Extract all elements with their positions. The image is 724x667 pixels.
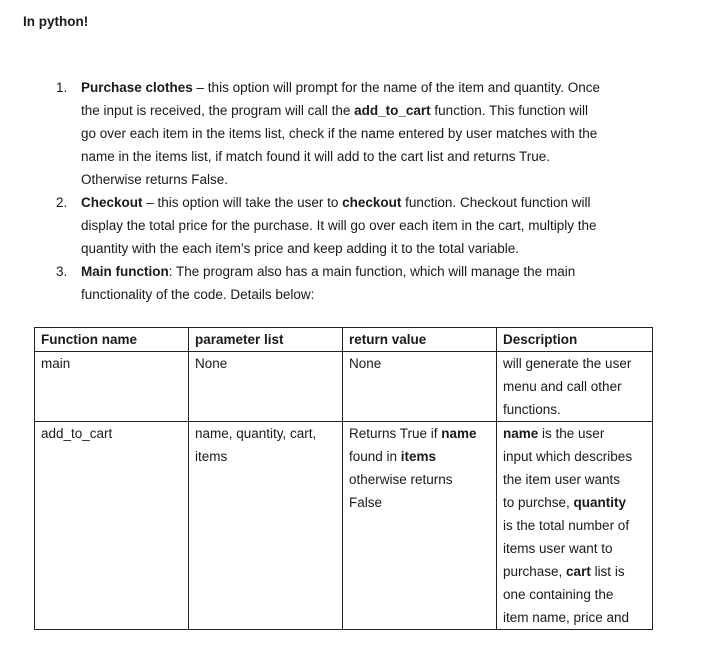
cell-description	[497, 422, 653, 630]
bold-text: Purchase clothes	[81, 80, 193, 95]
numbered-list	[56, 76, 656, 306]
cell-line	[349, 468, 490, 491]
bold-text: cart	[566, 564, 591, 579]
list-item-line	[81, 237, 656, 260]
cell-line	[503, 491, 646, 514]
list-item-line	[81, 76, 656, 99]
header-function-name: Function name	[35, 328, 189, 352]
table-header-row	[35, 328, 653, 352]
text-run: found in	[349, 449, 401, 464]
list-item-line	[81, 145, 656, 168]
cell-parameter-list	[189, 352, 343, 422]
cell-line	[195, 352, 336, 375]
text-run: None	[349, 356, 382, 371]
bold-text: name	[503, 426, 539, 441]
text-run: otherwise returns	[349, 472, 453, 487]
text-run: item name, price and	[503, 610, 630, 625]
list-item-line	[81, 168, 656, 191]
text-run: menu and call other	[503, 379, 622, 394]
list-item-line	[81, 260, 656, 283]
text-run: items user want to	[503, 541, 613, 556]
text-run: functions.	[503, 402, 561, 417]
cell-line	[503, 352, 646, 375]
bold-text: Checkout	[81, 195, 143, 210]
cell-function-name	[35, 422, 189, 630]
cell-line	[41, 352, 182, 375]
list-item-number: 1.	[56, 80, 68, 95]
cell-line	[503, 445, 646, 468]
list-item-line	[81, 99, 656, 122]
bold-text: items	[400, 449, 437, 464]
cell-line	[503, 537, 646, 560]
bold-text: name	[441, 426, 477, 441]
header-parameter-list: parameter list	[189, 328, 343, 352]
text-run: is the total number of	[503, 518, 630, 533]
text-run: input which describes	[503, 449, 633, 464]
text-run: one containing the	[503, 587, 614, 602]
header-description: Description	[497, 328, 653, 352]
text-run: quantity with the each item’s price and keep adding it to the total variable.	[81, 241, 520, 256]
cell-return-value	[343, 352, 497, 422]
cell-line	[503, 560, 646, 583]
cell-line	[41, 422, 182, 445]
cell-line	[349, 422, 490, 445]
list-item	[56, 76, 656, 191]
cell-line	[503, 583, 646, 606]
cell-line	[195, 445, 336, 468]
cell-description	[497, 352, 653, 422]
table-row	[35, 422, 653, 630]
text-run: will generate the user	[503, 356, 632, 371]
bold-text: add_to_cart	[354, 103, 431, 118]
text-run: list is	[590, 564, 625, 579]
text-run: False	[349, 495, 383, 510]
cell-line	[349, 491, 490, 514]
list-item-line	[81, 122, 656, 145]
cell-parameter-list	[189, 422, 343, 630]
text-run: go over each item in the items list, check if the name entered by user matches with the	[81, 126, 598, 141]
text-run: to purchse,	[503, 495, 574, 510]
cell-return-value	[343, 422, 497, 630]
text-run: purchase,	[503, 564, 567, 579]
cell-line	[349, 445, 490, 468]
list-item-number: 2.	[56, 195, 68, 210]
cell-line	[503, 468, 646, 491]
cell-line	[503, 606, 646, 629]
bold-text: Main function	[81, 264, 169, 279]
text-run: Returns True if	[349, 426, 442, 441]
text-run: name, quantity, cart,	[195, 426, 317, 441]
text-run: display the total price for the purchase. It will go over each item in the cart, multiply the	[81, 218, 597, 233]
cell-line	[503, 398, 646, 421]
cell-line	[349, 352, 490, 375]
list-item-number: 3.	[56, 264, 68, 279]
cell-line	[195, 422, 336, 445]
function-table	[34, 327, 653, 630]
text-run: None	[195, 356, 228, 371]
text-run: name in the items list, if match found it will add to the cart list and returns True.	[81, 149, 550, 164]
list-item-line	[81, 191, 656, 214]
text-run: Otherwise returns False.	[81, 172, 229, 187]
header-return-value: return value	[343, 328, 497, 352]
table-row	[35, 352, 653, 422]
text-run: the item user wants	[503, 472, 621, 487]
text-run: the input is received, the program will call the	[81, 103, 355, 118]
list-item-line	[81, 214, 656, 237]
text-run: items	[195, 449, 228, 464]
cell-function-name	[35, 352, 189, 422]
list-item	[56, 191, 656, 260]
text-run: function. Checkout function will	[401, 195, 591, 210]
list-item-line	[81, 283, 656, 306]
text-run: : The program also has a main function, which will manage the main	[168, 264, 576, 279]
cell-line	[503, 422, 646, 445]
cell-line	[503, 375, 646, 398]
text-run: – this option will prompt for the name of the item and quantity. Once	[192, 80, 601, 95]
text-run: function. This function will	[430, 103, 588, 118]
text-run: main	[41, 356, 71, 371]
page-title: In python!	[23, 14, 89, 29]
list-item	[56, 260, 656, 306]
text-run: functionality of the code. Details below:	[81, 287, 315, 302]
cell-line	[503, 514, 646, 537]
bold-text: checkout	[342, 195, 402, 210]
bold-text: quantity	[573, 495, 627, 510]
text-run: – this option will take the user to	[142, 195, 343, 210]
text-run: add_to_cart	[41, 426, 113, 441]
text-run: is the user	[538, 426, 605, 441]
